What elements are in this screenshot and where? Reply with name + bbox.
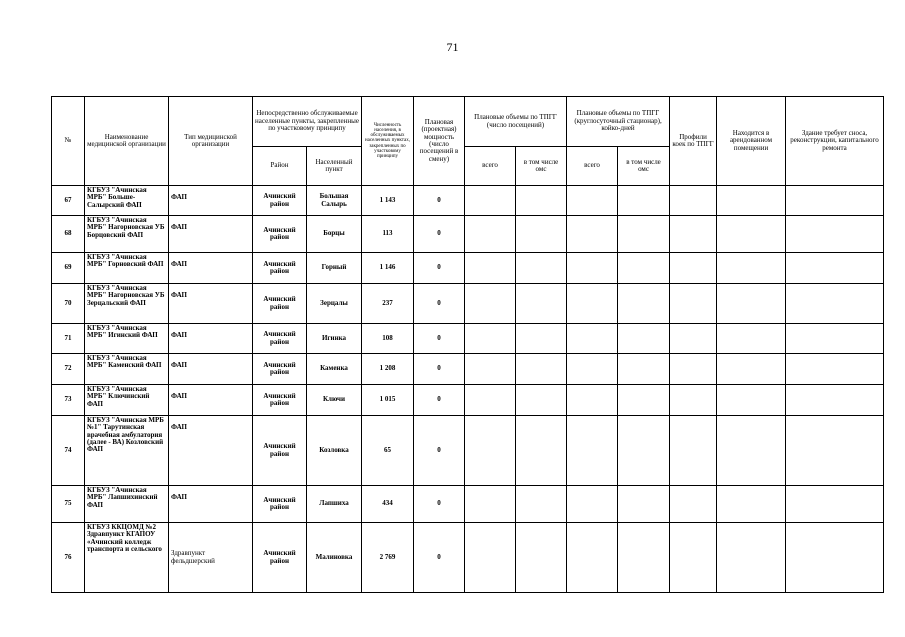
beds-total-cell: [567, 523, 618, 593]
page-number: 71: [446, 40, 459, 54]
locality: Ключи: [307, 385, 362, 416]
building-status-cell: [786, 385, 884, 416]
visits-total-cell: [465, 354, 516, 385]
organization-name: КГБУЗ "Ачинская МРБ" Игинский ФАП: [85, 324, 169, 354]
building-status-cell: [786, 486, 884, 523]
capacity: 0: [414, 216, 465, 253]
rented-cell: [717, 385, 786, 416]
locality: Борцы: [307, 216, 362, 253]
table-row: [52, 486, 884, 523]
table-row: [52, 324, 884, 354]
building-status-cell: [786, 324, 884, 354]
visits-oms-cell: [516, 216, 567, 253]
beds-total-cell: [567, 186, 618, 216]
rented-cell: [717, 324, 786, 354]
row-number: 72: [52, 354, 85, 385]
locality: Большая Салырь: [307, 186, 362, 216]
building-status-cell: [786, 354, 884, 385]
header-beds-oms: в том числе омс: [618, 147, 670, 186]
building-status-cell: [786, 216, 884, 253]
row-number: 74: [52, 416, 85, 486]
visits-total-cell: [465, 486, 516, 523]
organization-type: ФАП: [169, 354, 253, 385]
row-number: 76: [52, 523, 85, 593]
beds-total-cell: [567, 284, 618, 324]
header-locality: Населенный пункт: [307, 147, 362, 186]
building-status-cell: [786, 523, 884, 593]
population: 1 015: [362, 385, 414, 416]
row-number: 70: [52, 284, 85, 324]
population: 65: [362, 416, 414, 486]
district: Ачинский район: [253, 324, 307, 354]
organization-type: Здравпункт фельдшерский: [169, 523, 253, 593]
visits-oms-cell: [516, 354, 567, 385]
rented-cell: [717, 354, 786, 385]
bed-profiles-cell: [670, 523, 717, 593]
beds-oms-cell: [618, 186, 670, 216]
population: 434: [362, 486, 414, 523]
organization-type: ФАП: [169, 284, 253, 324]
visits-total-cell: [465, 216, 516, 253]
organization-type: ФАП: [169, 416, 253, 486]
organization-name: КГБУЗ "Ачинская МРБ" Больше-Салырский ФАП: [85, 186, 169, 216]
population: 1 146: [362, 253, 414, 284]
beds-total-cell: [567, 216, 618, 253]
organization-type: ФАП: [169, 385, 253, 416]
row-number: 69: [52, 253, 85, 284]
building-status-cell: [786, 284, 884, 324]
beds-total-cell: [567, 385, 618, 416]
organization-name: КГБУЗ "Ачинская МРБ" Ключинский ФАП: [85, 385, 169, 416]
district: Ачинский район: [253, 523, 307, 593]
district: Ачинский район: [253, 284, 307, 324]
rented-cell: [717, 216, 786, 253]
visits-total-cell: [465, 523, 516, 593]
beds-total-cell: [567, 324, 618, 354]
header-num: №: [52, 97, 85, 186]
capacity: 0: [414, 486, 465, 523]
beds-total-cell: [567, 416, 618, 486]
organization-name: КГБУЗ "Ачинская МРБ" Лапшихинский ФАП: [85, 486, 169, 523]
row-number: 71: [52, 324, 85, 354]
beds-oms-cell: [618, 216, 670, 253]
district: Ачинский район: [253, 354, 307, 385]
visits-total-cell: [465, 385, 516, 416]
header-bed-profiles: Профили коек по ТПГГ: [670, 97, 717, 186]
bed-profiles-cell: [670, 354, 717, 385]
rented-cell: [717, 523, 786, 593]
table-row: [52, 416, 884, 486]
header-visits-oms: в том числе омс: [516, 147, 567, 186]
capacity: 0: [414, 416, 465, 486]
organization-name: КГБУЗ "Ачинская МРБ №1" Тарутинская врачебная амбулатория (далее - ВА) Козловский ФАП: [85, 416, 169, 486]
beds-total-cell: [567, 354, 618, 385]
district: Ачинский район: [253, 216, 307, 253]
district: Ачинский район: [253, 416, 307, 486]
rented-cell: [717, 486, 786, 523]
bed-profiles-cell: [670, 324, 717, 354]
locality: Игинка: [307, 324, 362, 354]
district: Ачинский район: [253, 253, 307, 284]
building-status-cell: [786, 253, 884, 284]
header-district: Район: [253, 147, 307, 186]
bed-profiles-cell: [670, 216, 717, 253]
organization-type: ФАП: [169, 324, 253, 354]
header-beds-total: всего: [567, 147, 618, 186]
bed-profiles-cell: [670, 186, 717, 216]
population: 237: [362, 284, 414, 324]
row-number: 75: [52, 486, 85, 523]
rented-cell: [717, 186, 786, 216]
capacity: 0: [414, 253, 465, 284]
visits-total-cell: [465, 324, 516, 354]
visits-total-cell: [465, 253, 516, 284]
organization-name: КГБУЗ "Ачинская МРБ" Горновский ФАП: [85, 253, 169, 284]
district: Ачинский район: [253, 385, 307, 416]
organization-type: ФАП: [169, 186, 253, 216]
header-population: Численность населения, в обслуживаемых населенных пунктах, закрепленных по участковому принципу: [362, 97, 414, 186]
organization-type: ФАП: [169, 486, 253, 523]
visits-total-cell: [465, 416, 516, 486]
header-capacity: Плановая (проектная) мощность (число посещений в смену): [414, 97, 465, 186]
table-row: [52, 354, 884, 385]
capacity: 0: [414, 324, 465, 354]
locality: Каменка: [307, 354, 362, 385]
visits-oms-cell: [516, 416, 567, 486]
beds-total-cell: [567, 253, 618, 284]
organization-type: ФАП: [169, 216, 253, 253]
beds-oms-cell: [618, 385, 670, 416]
bed-profiles-cell: [670, 486, 717, 523]
table-body: [52, 186, 884, 593]
bed-profiles-cell: [670, 253, 717, 284]
building-status-cell: [786, 186, 884, 216]
beds-oms-cell: [618, 253, 670, 284]
capacity: 0: [414, 186, 465, 216]
beds-oms-cell: [618, 324, 670, 354]
table-row: [52, 253, 884, 284]
header-building: Здание требует сноса, реконструкции, капитального ремонта: [786, 97, 884, 186]
population: 1 143: [362, 186, 414, 216]
population: 108: [362, 324, 414, 354]
population: 2 769: [362, 523, 414, 593]
organization-name: КГБУЗ "Ачинская МРБ" Каменский ФАП: [85, 354, 169, 385]
bed-profiles-cell: [670, 385, 717, 416]
visits-oms-cell: [516, 486, 567, 523]
row-number: 67: [52, 186, 85, 216]
header-rented: Находится в арендованном помещении: [717, 97, 786, 186]
table-row: [52, 523, 884, 593]
organization-name: КГБУЗ ККЦОМД №2 Здравпункт КГАПОУ «Ачинский колледж транспорта и сельского: [85, 523, 169, 593]
table-row: [52, 385, 884, 416]
bed-profiles-cell: [670, 284, 717, 324]
header-tpgg-beds: Плановые объемы по ТПГГ (круглосуточный стационар), койко-дней: [567, 97, 670, 147]
medical-organizations-table: [51, 96, 884, 593]
organization-type: ФАП: [169, 253, 253, 284]
capacity: 0: [414, 523, 465, 593]
visits-oms-cell: [516, 253, 567, 284]
table-row: [52, 186, 884, 216]
bed-profiles-cell: [670, 416, 717, 486]
locality: Малиновка: [307, 523, 362, 593]
district: Ачинский район: [253, 186, 307, 216]
beds-oms-cell: [618, 416, 670, 486]
rented-cell: [717, 416, 786, 486]
visits-oms-cell: [516, 284, 567, 324]
header-visits-total: всего: [465, 147, 516, 186]
beds-total-cell: [567, 486, 618, 523]
capacity: 0: [414, 354, 465, 385]
row-number: 73: [52, 385, 85, 416]
beds-oms-cell: [618, 486, 670, 523]
visits-oms-cell: [516, 523, 567, 593]
header-name: Наименование медицинской организации: [85, 97, 169, 186]
visits-oms-cell: [516, 324, 567, 354]
header-type: Тип медицинской организации: [169, 97, 253, 186]
table-row: [52, 284, 884, 324]
locality: Горный: [307, 253, 362, 284]
beds-oms-cell: [618, 523, 670, 593]
locality: Лапшиха: [307, 486, 362, 523]
rented-cell: [717, 253, 786, 284]
organization-name: КГБУЗ "Ачинская МРБ" Нагорновская УБ Зерцальский ФАП: [85, 284, 169, 324]
header-served: Непосредственно обслуживаемые населенные пункты, закрепленные по участковому принципу: [253, 97, 362, 147]
row-number: 68: [52, 216, 85, 253]
beds-oms-cell: [618, 284, 670, 324]
table-row: [52, 216, 884, 253]
capacity: 0: [414, 385, 465, 416]
beds-oms-cell: [618, 354, 670, 385]
population: 113: [362, 216, 414, 253]
visits-total-cell: [465, 284, 516, 324]
visits-total-cell: [465, 186, 516, 216]
locality: Зерцалы: [307, 284, 362, 324]
capacity: 0: [414, 284, 465, 324]
locality: Козловка: [307, 416, 362, 486]
rented-cell: [717, 284, 786, 324]
visits-oms-cell: [516, 186, 567, 216]
district: Ачинский район: [253, 486, 307, 523]
building-status-cell: [786, 416, 884, 486]
header-tpgg-visits: Плановые объемы по ТПГГ (число посещений): [465, 97, 567, 147]
population: 1 208: [362, 354, 414, 385]
visits-oms-cell: [516, 385, 567, 416]
organization-name: КГБУЗ "Ачинская МРБ" Нагорновская УБ Борцовский ФАП: [85, 216, 169, 253]
